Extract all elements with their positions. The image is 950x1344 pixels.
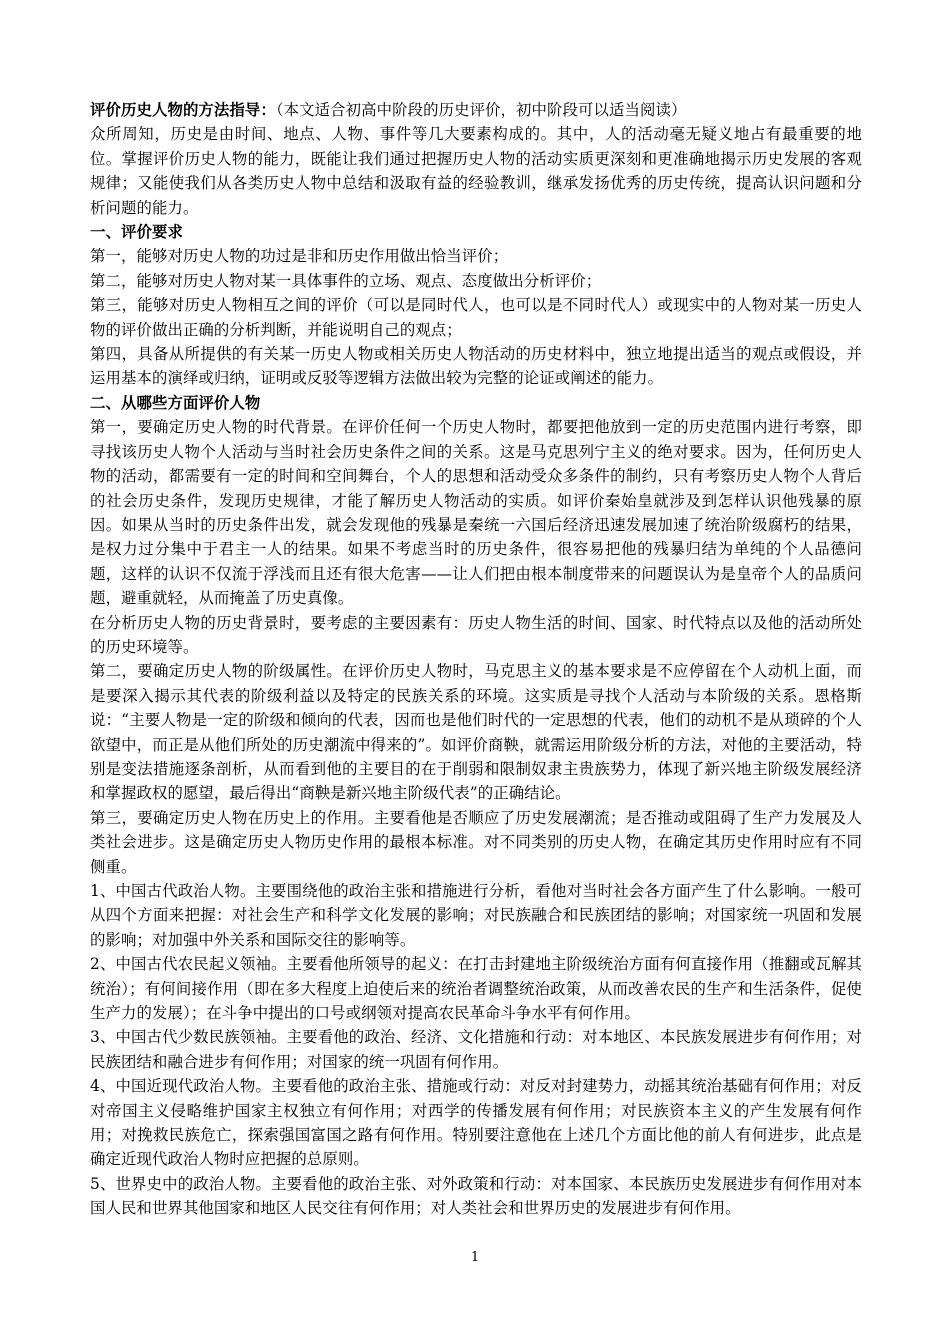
paragraph: 第二，要确定历史人物的阶级属性。在评价历史人物时，马克思主义的基本要求是不应停留在个人动机上面，而是要深入揭示其代表的阶级利益以及特定的民族关系的环境。这实质是寻找个人活动与本阶级的关系。恩格斯说：“主要人物是一定的阶级和倾向的代表，因而也是他们时代的一定思想的代表，他们的动机不是从琐碎的个人欲望中，而正是从他们所处的历史潮流中得来的”。如评价商鞅，就需运用阶级分析的方法，对他的主要活动，特别是变法措施逐条剖析，从而看到他的主要目的在于削弱和限制奴隶主贵族势力，体现了新兴地主阶级发展经济和掌握政权的愿望，最后得出“商鞅是新兴地主阶级代表”的正确结论。 <box>90 662 862 803</box>
section-heading-aspects: 二、从哪些方面评价人物 <box>90 393 261 412</box>
paragraph: 第一，要确定历史人物的时代背景。在评价任何一个历史人物时，都要把他放到一定的历史范围内进行考察，即寻找该历史人物个人活动与当时社会历史条件之间的关系。这是马克思列宁主义的绝对要求。因为，任何历史人物的活动，都需要有一定的时间和空间舞台，个人的思想和活动受众多条件的制约，只有考察历史人物个人背后的社会历史条件，发现历史规律，才能了解历史人物活动的实质。如评价秦始皇就涉及到怎样认识他残暴的原因。如果从当时的历史条件出发，就会发现他的残暴是秦统一六国后经济迅速发展加速了统治阶级腐朽的结果，是权力过分集中于君主一人的结果。如果不考虑当时的历史条件，很容易把他的残暴归结为单纯的个人品德问题，这样的认识不仅流于浮浅而且还有很大危害——让人们把由根本制度带来的问题误认为是皇帝个人的品质问题，避重就轻，从而掩盖了历史真像。 <box>90 418 862 608</box>
paragraph: 3、中国古代少数民族领袖。主要看他的政治、经济、文化措施和行动：对本地区、本民族发展进步有何作用；对民族团结和融合进步有何作用；对国家的统一巩固有何作用。 <box>90 1028 862 1071</box>
document-body <box>90 98 862 1221</box>
paragraph: 第三，要确定历史人物在历史上的作用。主要看他是否顺应了历史发展潮流；是否推动或阻碍了生产力发展及人类社会进步。这是确定历史人物历史作用的最根本标准。对不同类别的历史人物，在确定其历史作用时应有不同侧重。 <box>90 808 862 876</box>
paragraph: 4、中国近现代政治人物。主要看他的政治主张、措施或行动：对反对封建势力，动摇其统治基础有何作用；对反对帝国主义侵略维护国家主权独立有何作用；对西学的传播发展有何作用；对民族资本主义的产生发展有何作用；对挽救民族危亡，探索强国富国之路有何作用。特别要注意他在上述几个方面比他的前人有何进步，此点是确定近现代政治人物时应把握的总原则。 <box>90 1077 862 1169</box>
document-title: 评价历史人物的方法指导： <box>90 101 276 119</box>
title-line <box>90 98 862 122</box>
paragraph: 第一，能够对历史人物的功过是非和历史作用做出恰当评价； <box>90 247 509 266</box>
paragraph: 5、世界史中的政治人物。主要看他的政治主张、对外政策和行动：对本国家、本民族历史发展进步有何作用对本国人民和世界其他国家和地区人民交往有何作用；对人类社会和世界历史的发展进步有何作用。 <box>90 1174 862 1218</box>
paragraph: 第三，能够对历史人物相互之间的评价（可以是同时代人，也可以是不同时代人）或现实中的人物对某一历史人物的评价做出正确的分析判断，并能说明自己的观点； <box>90 296 862 339</box>
intro-paragraph: 众所周知，历史是由时间、地点、人物、事件等几大要素构成的。其中，人的活动毫无疑义地占有最重要的地位。掌握评价历史人物的能力，既能让我们通过把握历史人物的活动实质更深刻和更准确地揭示历史发展的客观规律；又能使我们从各类历史人物中总结和汲取有益的经验教训，继承发扬优秀的历史传统，提高认识问题和分析问题的能力。 <box>90 125 862 217</box>
paragraph: 第四，具备从所提供的有关某一历史人物或相关历史人物活动的历史材料中，独立地提出适当的观点或假设，并运用基本的演绎或归纳，证明或反驳等逻辑方法做出较为完整的论证或阐述的能力。 <box>90 345 862 388</box>
section-heading-requirements: 一、评价要求 <box>90 223 183 242</box>
title-note: （本文适合初高中阶段的历史评价，初中阶段可以适当阅读） <box>275 101 687 119</box>
page-number: 1 <box>470 1250 480 1265</box>
paragraph: 1、中国古代政治人物。主要围绕他的政治主张和措施进行分析，看他对当时社会各方面产生了什么影响。一般可从四个方面来把握：对社会生产和科学文化发展的影响；对民族融合和民族团结的影响；对国家统一巩固和发展的影响；对加强中外关系和国际交往的影响等。 <box>90 882 862 949</box>
paragraph: 在分析历史人物的历史背景时，要考虑的主要因素有：历史人物生活的时间、国家、时代特点以及他的活动所处的历史环境等。 <box>90 613 862 656</box>
paragraph: 2、中国古代农民起义领袖。主要看他所领导的起义：在打击封建地主阶级统治方面有何直接作用（推翻或瓦解其统治）；有何间接作用（即在多大程度上迫使后来的统治者调整统治政策，从而改善农民的生产和生活条件，促使生产力的发展）；在斗争中提出的口号或纲领对提高农民革命斗争水平有何作用。 <box>90 955 862 1023</box>
paragraph: 第二，能够对历史人物对某一具体事件的立场、观点、态度做出分析评价； <box>90 271 602 290</box>
